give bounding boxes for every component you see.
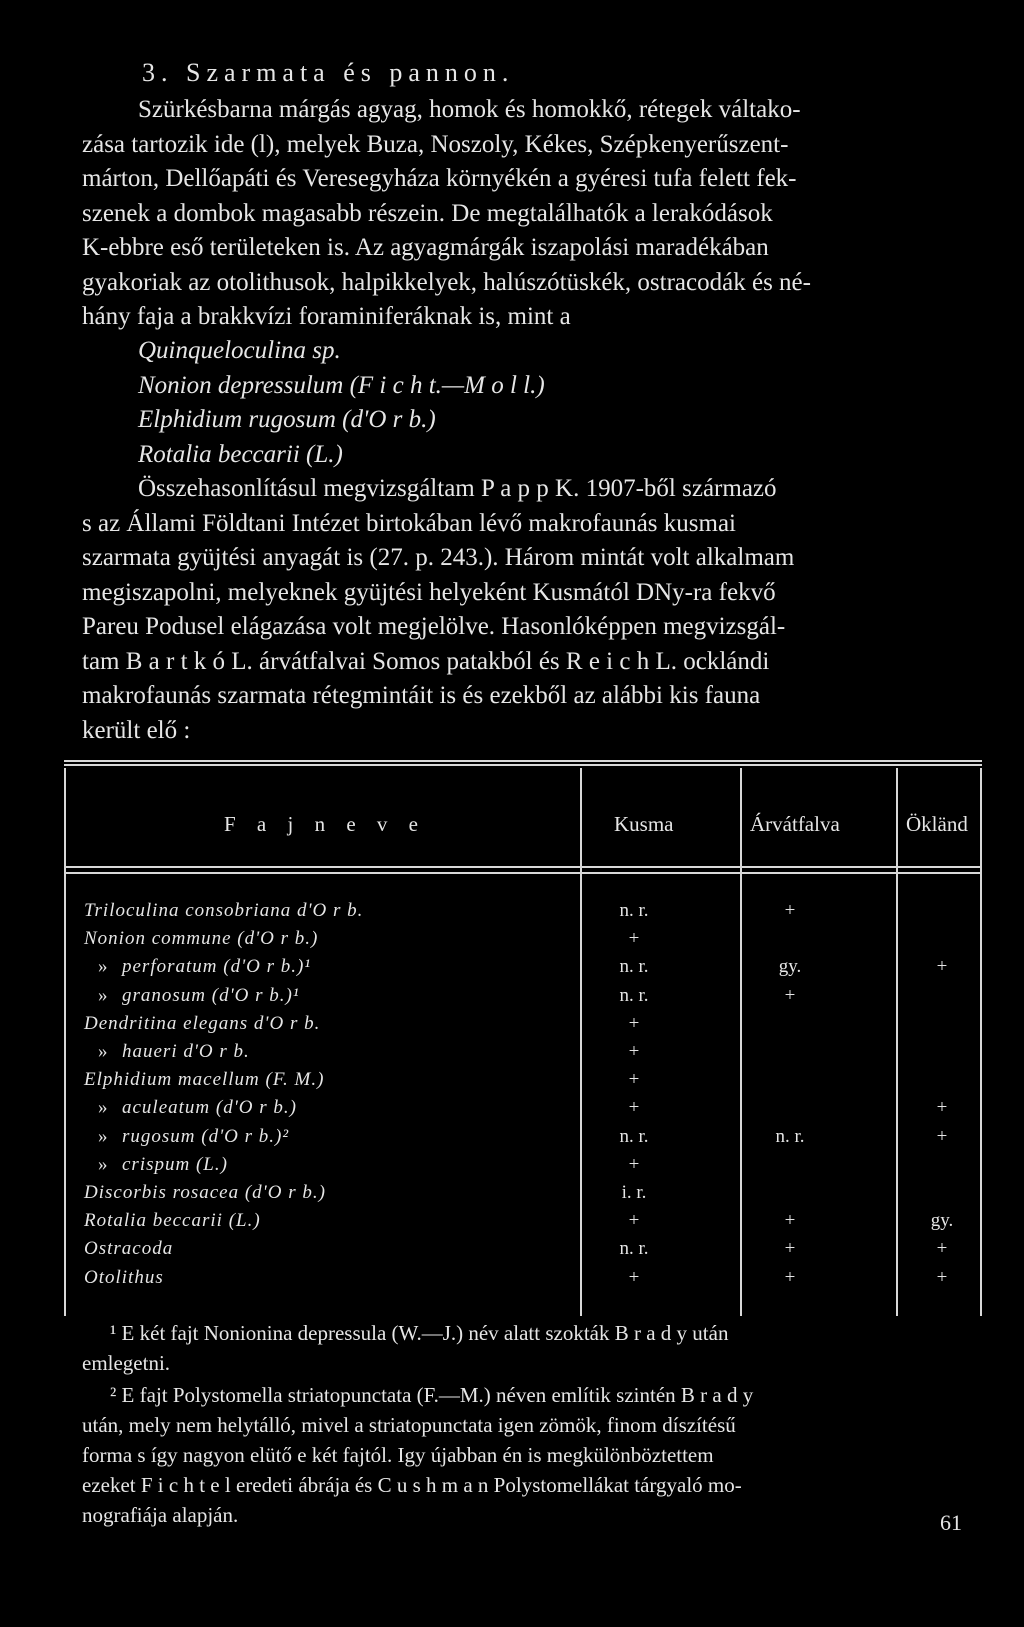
species-name: haueri d'O r b. [122,1041,250,1062]
species-item: Quinqueloculina sp. [138,337,341,364]
table-top-rule-2 [64,764,982,766]
cell-kusma: + [628,1266,640,1288]
col-header-arvatfalva: Árvátfalva [750,812,840,836]
species-name-cell [84,928,318,950]
intro-line: szenek a dombok magasabb részein. De megtalálhatók a lerakódások [82,199,773,227]
species-name-cell [98,1097,297,1119]
species-name-cell [84,1182,326,1204]
species-name-cell [84,1210,261,1232]
cell-okland: + [936,956,948,978]
intro-paragraph [82,93,962,335]
footnote-line: ² E fajt Polystomella striatopunctata (F.—M.) néven említik szintén B r a d y [110,1383,754,1407]
comparison-line: s az Állami Földtani Intézet birtokában lévő makrofaunás kusmai [82,509,736,537]
col-header-okland: Ökländ [906,812,968,836]
cell-okland: + [936,1125,948,1147]
intro-line: márton, Dellőapáti és Veresegyháza környékén a gyéresi tufa felett fek- [82,165,797,192]
comparison-line: megiszapolni, melyeknek gyüjtési helyeként Kusmától DNy-ra fekvő [82,578,776,606]
cell-arvatfalva: gy. [778,956,802,978]
cell-kusma: n. r. [619,956,649,978]
footnote-1 [82,1318,962,1378]
table-row [64,900,982,930]
comparison-line: Összehasonlításul megvizsgáltam P a p p K. 1907-ből származó [138,475,777,502]
table-row [64,1126,982,1156]
species-name-cell [84,1069,324,1091]
species-name: Elphidium macellum (F. M.) [84,1069,325,1091]
species-item: Elphidium rugosum (d'O r b.) [138,406,436,433]
table-row [64,985,982,1015]
ditto-mark: » [98,1125,108,1147]
table-row [64,1097,982,1127]
table-header-rule-2 [64,872,982,874]
species-name-cell [98,985,300,1007]
species-name: Discorbis rosacea (d'O r b.) [84,1182,326,1203]
table-row [64,1267,982,1297]
comparison-paragraph [82,472,962,748]
species-item: Rotalia beccarii (L.) [138,440,343,468]
table-row [64,1210,982,1240]
cell-kusma: + [628,1210,640,1232]
ditto-mark: » [98,1041,108,1062]
species-name: perforatum (d'O r b.)¹ [122,956,312,978]
cell-kusma: n. r. [619,1125,649,1147]
species-name: Nonion commune (d'O r b.) [84,928,319,950]
comparison-line: szarmata gyüjtési anyagát is (27. p. 243.). Három mintát volt alkalmam [82,544,795,571]
comparison-line: makrofaunás szarmata rétegmintáit is és ezekből az alábbi kis fauna [82,682,761,709]
cell-kusma: + [628,1097,640,1119]
cell-arvatfalva: + [784,900,796,921]
cell-kusma: i. r. [621,1182,647,1203]
ditto-mark: » [98,1153,108,1175]
comparison-line: Pareu Podusel elágazása volt megjelölve. Hasonlóképpen megvizsgál- [82,613,786,640]
comparison-line: tam B a r t k ó L. árvátfalvai Somos patakból és R e i c h L. ocklándi [82,647,770,675]
cell-kusma: + [628,1069,640,1091]
cell-kusma: + [628,1041,640,1062]
species-name-cell [84,1238,173,1260]
cell-okland: + [936,1097,948,1119]
species-name: Ostracoda [84,1238,174,1260]
intro-line: hány faja a brakkvízi foraminiferáknak is, mint a [82,303,571,330]
species-name-cell [84,900,363,922]
ditto-mark: » [98,984,108,1006]
cell-okland: + [936,1238,948,1260]
cell-arvatfalva: + [784,1238,796,1260]
species-name-cell [98,956,311,978]
ditto-mark: » [98,1097,108,1119]
cell-kusma: n. r. [619,1238,649,1260]
table-row [64,1069,982,1099]
footnote-line: emlegetni. [82,1351,171,1375]
table-row [64,1013,982,1043]
cell-kusma: + [628,1153,640,1175]
cell-kusma: + [628,928,640,950]
footnote-2 [82,1380,962,1530]
col-header-species: F a j n e v e [224,812,426,836]
species-name-cell [98,1041,250,1063]
footnote-line: nografiája alapján. [82,1503,239,1527]
intro-line: K-ebbre eső területeken is. Az agyagmárgák iszapolási maradékában [82,234,769,261]
species-item: Nonion depressulum (F i c h t.—M o l l.) [138,371,545,399]
species-name: Rotalia beccarii (L.) [84,1210,261,1232]
cell-okland: gy. [930,1210,954,1232]
comparison-line: került elő : [82,716,191,744]
intro-line: Szürkésbarna márgás agyag, homok és homokkő, rétegek váltako- [138,96,801,123]
cell-kusma: + [628,1012,640,1034]
species-name-cell [84,1013,320,1035]
cell-okland: + [936,1266,948,1288]
cell-arvatfalva: n. r. [775,1125,805,1147]
species-name-cell [84,1267,164,1289]
table-row [64,1041,982,1071]
section-heading: 3. Szarmata és pannon. [142,58,515,87]
species-name: aculeatum (d'O r b.) [122,1097,297,1119]
cell-arvatfalva: + [784,984,796,1006]
table-row [64,928,982,958]
table-row [64,1154,982,1184]
species-name: Otolithus [84,1266,164,1288]
footnote-line: forma s így nagyon elütő e két fajtól. Igy újabban én is megkülönböztettem [82,1443,714,1467]
cell-kusma: n. r. [619,900,649,921]
species-name-cell [98,1126,289,1148]
species-name: Dendritina elegans d'O r b. [84,1012,321,1034]
table-row [64,956,982,986]
species-name: Triloculina consobriana d'O r b. [84,900,364,921]
intro-line: gyakoriak az otolithusok, halpikkelyek, halúszótüskék, ostracodák és né- [82,268,811,296]
col-header-kusma: Kusma [614,812,674,836]
species-name-cell [98,1154,228,1176]
species-name: granosum (d'O r b.)¹ [122,984,300,1006]
cell-kusma: n. r. [619,984,649,1006]
species-name: rugosum (d'O r b.)² [122,1125,290,1147]
table-header-rule [64,866,982,868]
intro-line: zása tartozik ide (l), melyek Buza, Noszoly, Kékes, Szépkenyerűszent- [82,130,789,158]
table-top-rule [64,760,982,762]
footnote-line: után, mely nem helytálló, mivel a striatopunctata igen zömök, finom díszítésű [82,1413,736,1437]
table-row [64,1238,982,1268]
footnote-line: ezeket F i c h t e l eredeti ábrája és C u s h m a n Polystomellákat tárgyaló mo- [82,1473,742,1497]
page-number: 61 [940,1510,962,1535]
fauna-table [64,760,982,1320]
cell-arvatfalva: + [784,1266,796,1288]
cell-arvatfalva: + [784,1210,796,1232]
species-list [138,334,545,472]
footnote-line: ¹ E két fajt Nonionina depressula (W.—J.) név alatt szokták B r a d y után [110,1321,729,1345]
table-row [64,1182,982,1212]
species-name: crispum (L.) [122,1153,228,1175]
ditto-mark: » [98,956,108,978]
